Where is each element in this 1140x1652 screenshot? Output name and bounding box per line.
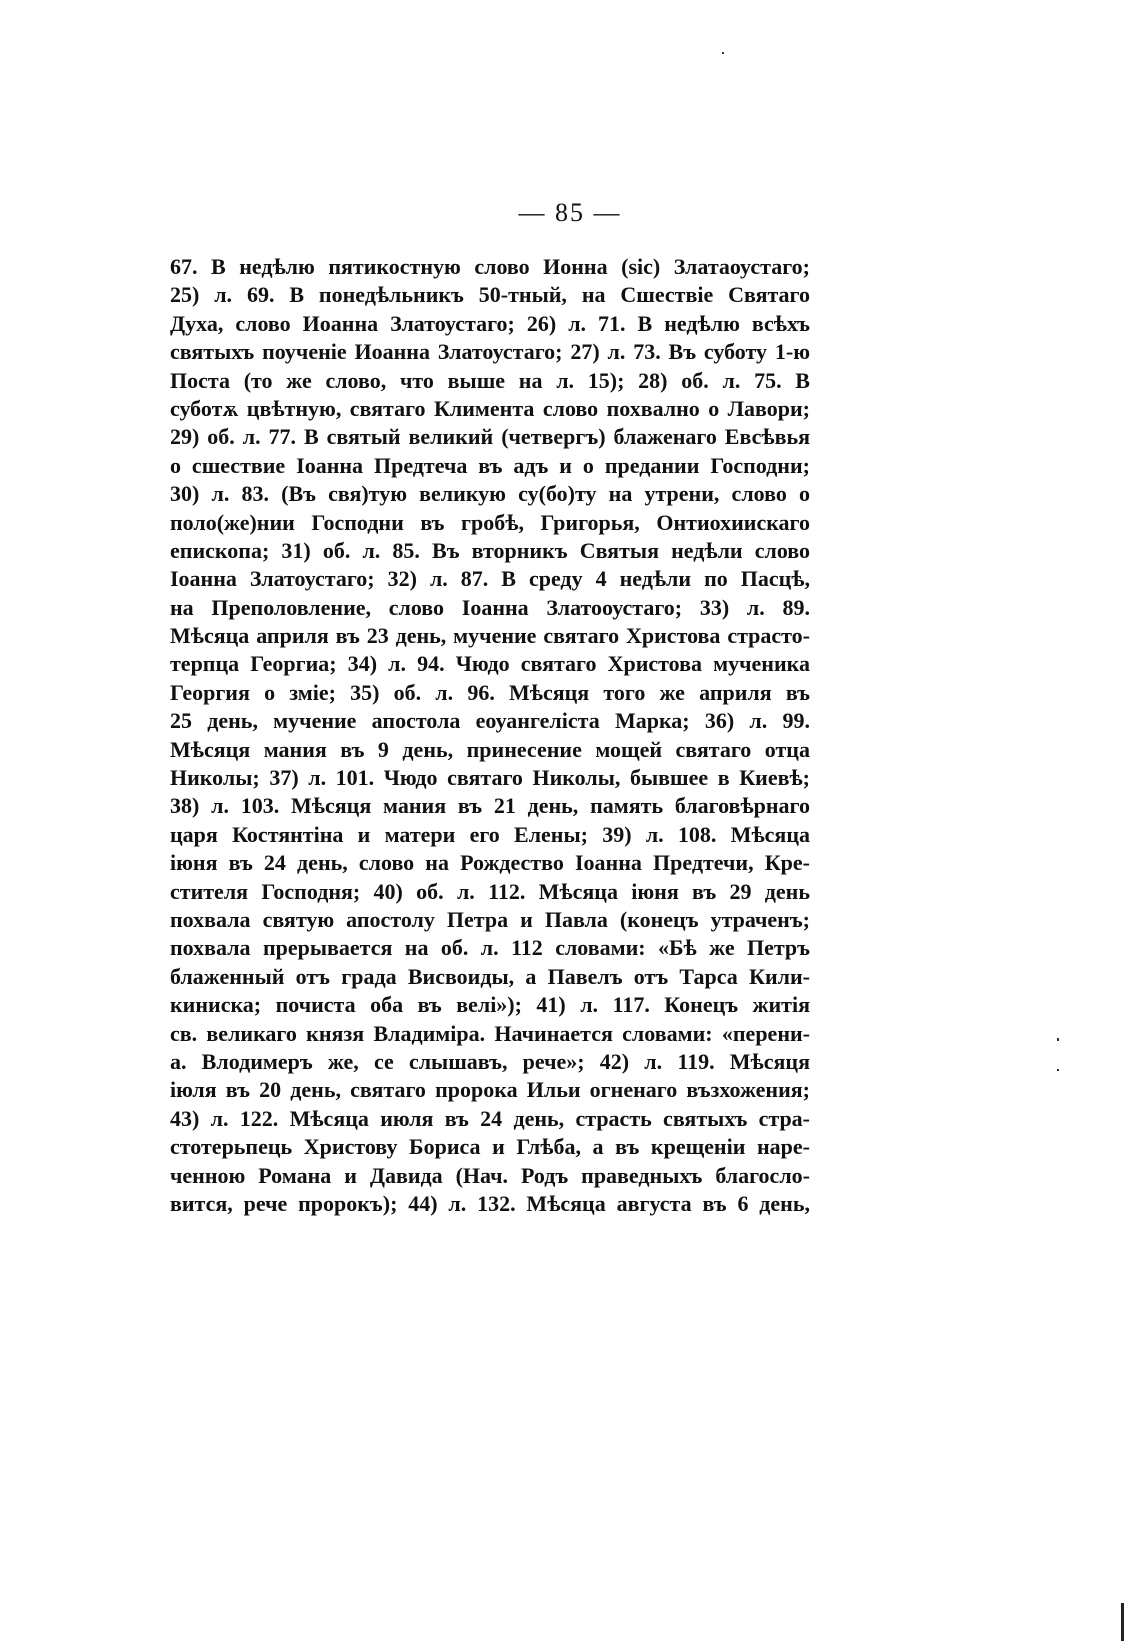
text-line: о сшествие Іоанна Предтеча въ адъ и о предании Господни; <box>170 452 810 478</box>
text-line: 25) л. 69. В понедѣльникъ 50-тный, на Сшествіе Святаго <box>170 282 810 308</box>
text-line: 38) л. 103. Мѣсяця мания въ 21 день, память благовѣрнаго <box>170 793 810 819</box>
text-line: 30) л. 83. (Въ свя)тую великую су(бо)ту на утрени, слово о <box>170 481 810 507</box>
text-line: на Преполовление, слово Іоанна Златооустаго; 33) л. 89. <box>170 594 810 620</box>
text-line: ченною Романа и Давида (Нач. Родъ праведныхъ благосло- <box>170 1162 810 1188</box>
text-line: 25 день, мучение апостола еоуангеліста Марка; 36) л. 99. <box>170 708 810 734</box>
text-line: поло(же)нии Господни въ гробѣ, Григорья, Онтиохиискаго <box>170 509 810 535</box>
page-number: — 85 — <box>518 198 622 227</box>
text-line: Николы; 37) л. 101. Чюдо святаго Николы, бывшее в Киевѣ; <box>170 765 810 791</box>
text-line: киниска; почиста оба въ велі»); 41) л. 117. Конецъ житія <box>170 992 810 1018</box>
text-line: стотерьпець Христову Бориса и Глѣба, а въ крещеніи наре- <box>170 1134 810 1160</box>
page-speck <box>1057 1038 1059 1041</box>
text-line: Георгия о зміе; 35) об. л. 96. Мѣсяця того же априля въ <box>170 679 810 705</box>
text-line: стителя Господня; 40) об. л. 112. Мѣсяца іюня въ 29 день <box>170 878 810 904</box>
text-line: Мѣсяца априля въ 23 день, мучение святаго Христова страсто- <box>170 623 810 649</box>
text-line: іюля въ 20 день, святаго пророка Ильи огненаго възхожения; <box>170 1077 810 1103</box>
text-line: блаженный отъ града Висвоиды, а Павелъ отъ Тарса Кили- <box>170 963 810 989</box>
text-line: 67. В недѣлю пятикостную слово Ионна (sic) Златаоустаго; <box>170 254 810 279</box>
text-line: епископа; 31) об. л. 85. Въ вторникъ Святыя недѣли слово <box>170 537 810 563</box>
scan-edge-mark <box>1121 1603 1124 1641</box>
text-line: Мѣсяця мания въ 9 день, принесение мощей святаго отца <box>170 736 810 762</box>
text-line: 43) л. 122. Мѣсяца июля въ 24 день, страсть святыхъ стра- <box>170 1105 810 1131</box>
text-line: похвала святую апостолу Петра и Павла (конецъ утраченъ; <box>170 906 810 932</box>
text-line: святыхъ поученіе Иоанна Златоустаго; 27) л. 73. Въ суботу 1-ю <box>170 339 810 365</box>
page-speck <box>722 52 724 54</box>
text-line: вится, рече пророкъ); 44) л. 132. Мѣсяца августа въ 6 день, <box>170 1190 810 1216</box>
page-body <box>170 253 810 1218</box>
text-line: іюня въ 24 день, слово на Рождество Іоанна Предтечи, Кре- <box>170 850 810 876</box>
text-line: 29) об. л. 77. В святый великий (четвергъ) блаженаго Евсѣвья <box>170 424 810 450</box>
text-line: Іоанна Златоустаго; 32) л. 87. В среду 4 недѣли по Пасцѣ, <box>170 566 810 592</box>
text-line: похвала прерывается на об. л. 112 словами: «Бѣ же Петръ <box>170 935 810 961</box>
text-line: а. Влодимеръ же, се слышавъ, рече»; 42) л. 119. Мѣсяця <box>170 1048 810 1074</box>
text-line: царя Костянтіна и матери его Елены; 39) л. 108. Мѣсяца <box>170 821 810 847</box>
text-line: Духа, слово Иоанна Златоустаго; 26) л. 71. В недѣлю всѣхъ <box>170 310 810 336</box>
text-line: Поста (то же слово, что выше на л. 15); 28) об. л. 75. В <box>170 367 810 393</box>
text-line: терпца Георгиа; 34) л. 94. Чюдо святаго Христова мученика <box>170 651 810 677</box>
text-line: св. великаго князя Владиміра. Начинается словами: «перени- <box>170 1020 810 1046</box>
text-line: суботѫ цвѣтную, святаго Климента слово похвално о Лавори; <box>170 395 810 421</box>
page-speck <box>1057 1069 1059 1071</box>
